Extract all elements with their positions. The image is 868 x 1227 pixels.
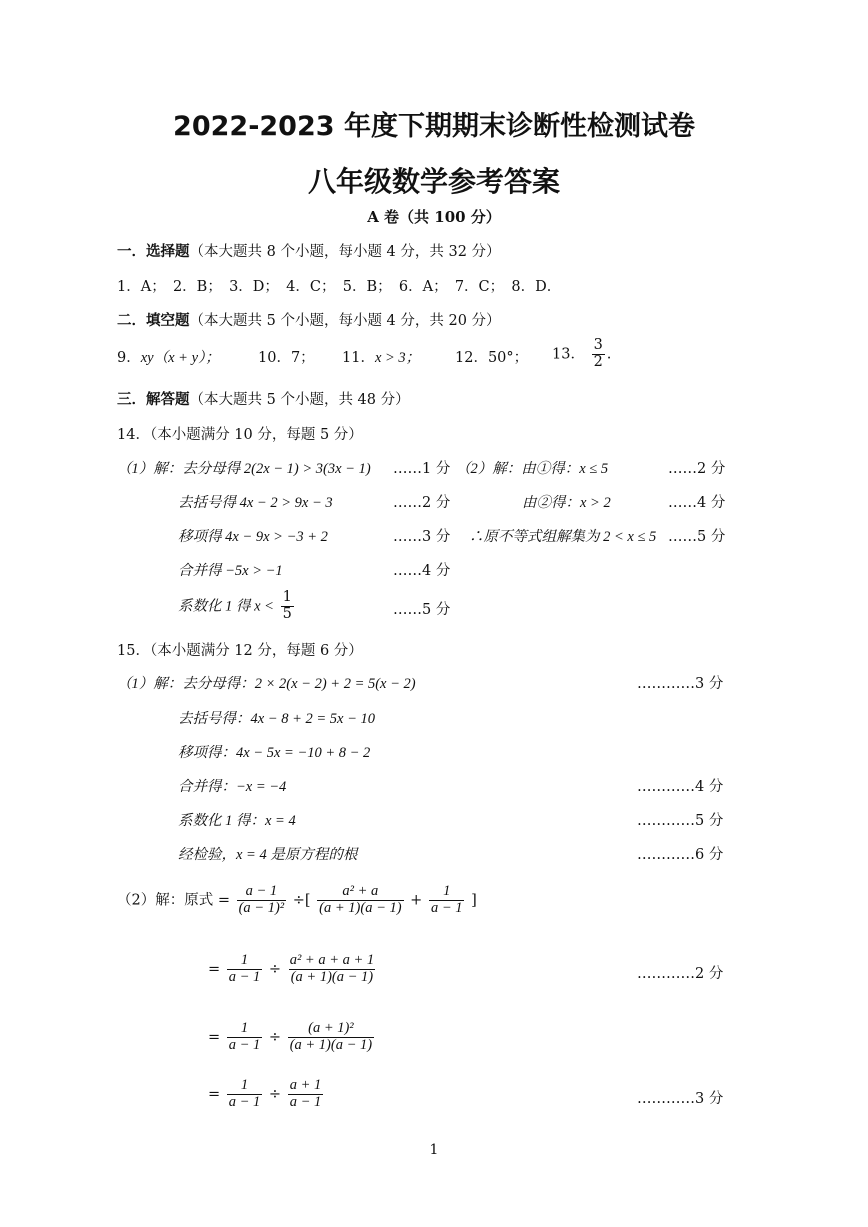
q14-left-score5: ……5 分	[393, 602, 451, 618]
a11-value: x > 3；	[374, 350, 421, 366]
q15-p2-op1: ÷[	[292, 892, 311, 909]
q15-p2-s3-a-den: a − 1	[228, 1036, 261, 1053]
part2-note: （本大题共 5 个小题，每小题 4 分，共 20 分）	[189, 313, 501, 329]
q15-p2-s2-b-num: a² + a + a + 1	[289, 952, 375, 968]
q14-left-step3: 移项得 4x − 9x > −3 + 2	[178, 529, 328, 545]
part1-answers: 1．A； 2．B； 3．D； 4．C； 5．B； 6．A； 7．C； 8．D．	[117, 279, 562, 295]
q15-p2-s4-a-num: 1	[240, 1077, 249, 1093]
q15-p2-frac3-num: 1	[443, 883, 451, 899]
a9-label: 9．	[117, 350, 141, 366]
q15-p2-score2: …………2 分	[637, 966, 724, 982]
a10: 10．7；	[258, 350, 315, 366]
q15-p1-score5: …………5 分	[637, 813, 724, 829]
a13-end: .	[606, 346, 612, 363]
q14-right-step3: ∴原不等式组解集为 2 < x ≤ 5	[469, 529, 657, 545]
q15-p2-s2-b-den: (a + 1)(a − 1)	[290, 968, 374, 985]
q15-p2-op2: +	[410, 892, 423, 909]
q15-p2-s4-a-den: a − 1	[228, 1093, 261, 1110]
part1-note: （本大题共 8 个小题，每小题 4 分，共 32 分）	[189, 244, 501, 260]
q15-p2-frac1-num: a − 1	[245, 883, 278, 899]
q14-left-step2: 去括号得 4x − 2 > 9x − 3	[178, 495, 333, 511]
q15-p2-frac1	[237, 884, 287, 917]
q15-p2-s2-op: ÷	[268, 961, 282, 978]
q15-p2-s4-b-num: a + 1	[289, 1077, 322, 1093]
q14-step5-text: 系数化 1 得 x <	[178, 598, 274, 615]
a11-label: 11．	[342, 350, 375, 366]
q15-p2-s3-op: ÷	[268, 1029, 282, 1046]
part2-head: 二．填空题	[117, 312, 190, 329]
q14-right-score2: ……4 分	[668, 495, 726, 511]
q15-p2-frac2	[317, 884, 403, 917]
q14-right-step1: （2）解：由①得：x ≤ 5	[456, 461, 609, 477]
q14-left-score4: ……4 分	[393, 563, 451, 579]
page-subtitle: 八年级数学参考答案	[307, 165, 560, 198]
q15-p1-score1: …………3 分	[637, 676, 724, 692]
q15-p1-step6: 经检验，x = 4 是原方程的根	[178, 847, 358, 863]
page-number: 1	[429, 1142, 439, 1158]
q15-p2-line4	[208, 1078, 325, 1111]
q15-p2-s3-b-den: (a + 1)(a − 1)	[289, 1036, 373, 1053]
a13	[552, 338, 611, 371]
q15-p1-step3: 移项得：4x − 5x = −10 + 8 − 2	[178, 745, 371, 761]
a13-label: 13．	[552, 346, 585, 363]
part2-heading-row	[117, 309, 501, 330]
a13-num: 3	[593, 337, 603, 353]
part1-heading-row	[117, 240, 501, 261]
q15-p2-frac2-num: a² + a	[342, 883, 379, 899]
q14-left-score3: ……3 分	[393, 529, 451, 545]
q15-p1-score6: …………6 分	[637, 847, 724, 863]
a13-den: 2	[593, 353, 603, 370]
part3-note: （本大题共 5 个小题，共 48 分）	[189, 392, 410, 408]
q14-left-step5	[178, 590, 296, 623]
a9	[117, 346, 220, 367]
section-a-heading: A 卷（共 100 分）	[367, 208, 501, 226]
q15-heading: 15．（本小题满分 12 分，每题 6 分）	[117, 643, 363, 659]
q15-p2-s4-frac-a	[227, 1078, 263, 1111]
a9-value: xy（x + y）；	[140, 350, 220, 366]
q14-left-step4: 合并得 −5x > −1	[178, 563, 283, 579]
q14-left-step1: （1）解：去分母得 2(2x − 1) > 3(3x − 1)	[117, 461, 371, 477]
q15-p2-s3-b-num: (a + 1)²	[308, 1020, 354, 1036]
q15-p2-line1	[117, 884, 477, 917]
q15-p2-frac3	[429, 884, 465, 917]
q15-p2-s4-b-den: a − 1	[289, 1093, 322, 1110]
q15-p1-step2: 去括号得：4x − 8 + 2 = 5x − 10	[178, 711, 376, 727]
q15-p2-frac3-den: a − 1	[430, 899, 463, 916]
q15-p2-eq3: =	[208, 1029, 221, 1046]
q15-p2-s4-op: ÷	[268, 1086, 282, 1103]
q15-p2-s2-frac-a	[227, 953, 263, 986]
q15-p1-step1: （1）解：去分母得：2 × 2(x − 2) + 2 = 5(x − 2)	[117, 676, 416, 692]
q15-p2-s2-a-num: 1	[240, 952, 249, 968]
part3-head: 三．解答题	[117, 391, 190, 408]
q15-p2-label: （2）解：原式 =	[117, 892, 230, 909]
a11	[342, 346, 420, 367]
q15-p2-s2-a-den: a − 1	[228, 968, 261, 985]
q15-p2-eq2: =	[208, 961, 221, 978]
q15-p2-eq4: =	[208, 1086, 221, 1103]
part1-head: 一．选择题	[117, 243, 190, 260]
part3-heading-row	[117, 388, 410, 409]
q14-left-score2: ……2 分	[393, 495, 451, 511]
a12: 12．50°；	[455, 350, 529, 366]
q14-step5-den: 5	[282, 605, 292, 622]
q15-p1-score4: …………4 分	[637, 779, 724, 795]
q15-p2-s2-frac-b	[288, 953, 376, 986]
q15-p1-step5: 系数化 1 得：x = 4	[178, 813, 296, 829]
q15-p2-line2	[208, 953, 378, 986]
q14-step5-fraction	[281, 590, 294, 623]
q15-p2-s3-a-num: 1	[240, 1020, 249, 1036]
a13-fraction	[592, 338, 605, 371]
q15-p2-s3-frac-b	[288, 1021, 374, 1054]
q15-p1-step4: 合并得：−x = −4	[178, 779, 287, 795]
page-title: 2022-2023 年度下期期末诊断性检测试卷	[173, 111, 695, 142]
q14-right-score3: ……5 分	[668, 529, 726, 545]
q14-left-score1: ……1 分	[393, 461, 451, 477]
q14-right-score1: ……2 分	[668, 461, 726, 477]
q15-p2-s4-frac-b	[288, 1078, 324, 1111]
q15-p2-line3	[208, 1021, 376, 1054]
q15-p2-close: ]	[471, 892, 477, 909]
q15-p2-s3-frac-a	[227, 1021, 263, 1054]
q15-p2-frac2-den: (a + 1)(a − 1)	[319, 899, 402, 916]
q14-right-step2: 由②得：x > 2	[522, 495, 611, 511]
q14-step5-num: 1	[282, 589, 292, 605]
q15-p2-score4: …………3 分	[637, 1091, 724, 1107]
q14-heading: 14．（本小题满分 10 分，每题 5 分）	[117, 427, 363, 443]
q15-p2-frac1-den: (a − 1)²	[238, 899, 285, 916]
